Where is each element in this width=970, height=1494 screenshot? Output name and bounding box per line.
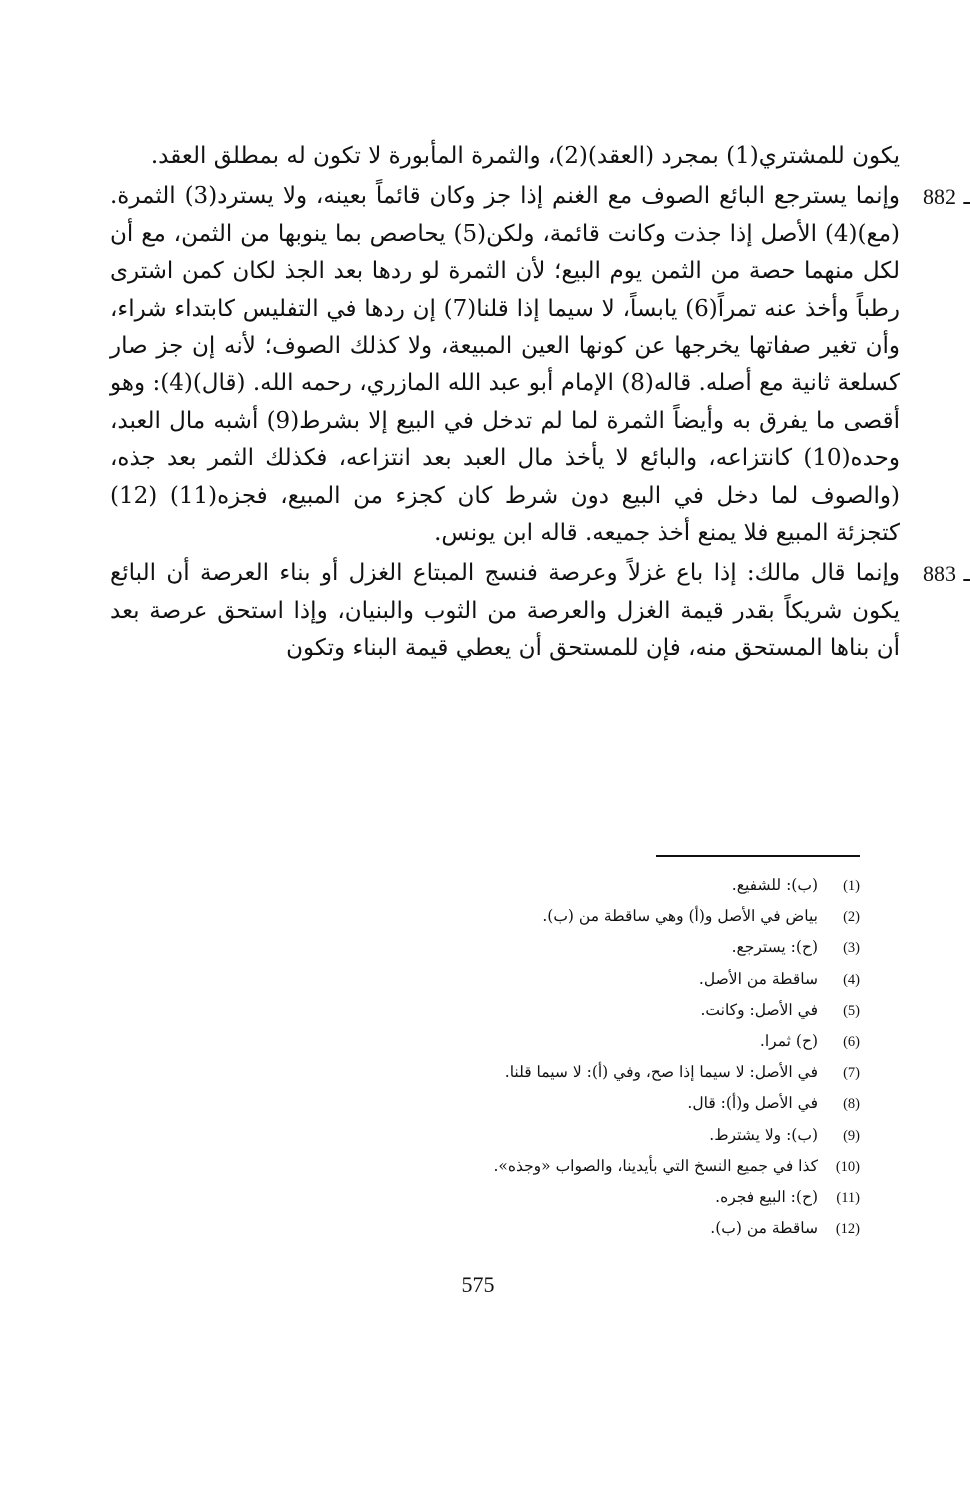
footnote-number: (8) bbox=[843, 1096, 860, 1113]
footnotes bbox=[200, 870, 860, 1244]
footnote bbox=[200, 1151, 860, 1182]
intro-paragraph: يكون للمشتري(1) بمجرد (العقد)(2)، والثمرة المأبورة لا تكون له بمطلق العقد. bbox=[150, 143, 900, 169]
paragraph-number: 883 ـ bbox=[923, 561, 970, 587]
footnote-number: (10) bbox=[835, 1158, 860, 1175]
footnote-text: (ح): يسترجع. bbox=[731, 938, 818, 957]
footnote-text: بياض في الأصل و(أ) وهي ساقطة من (ب). bbox=[542, 907, 818, 926]
footnote-number: (1) bbox=[843, 878, 860, 894]
footnote-number: (4) bbox=[843, 971, 860, 988]
footnote-number: (6) bbox=[843, 1034, 860, 1051]
footnote-number: (5) bbox=[843, 1002, 860, 1019]
footnote-text: كذا في جميع النسخ التي بأيدينا، والصواب «وجذه». bbox=[493, 1156, 818, 1175]
footnote bbox=[200, 1026, 860, 1057]
footnote-number: (2) bbox=[843, 909, 860, 926]
footnote-divider bbox=[656, 855, 860, 857]
paragraph-number: 882 ـ bbox=[923, 184, 970, 210]
footnote-text: (ح) ثمرا. bbox=[759, 1032, 818, 1051]
footnote-text: في الأصل: وكانت. bbox=[700, 1000, 818, 1019]
main-text bbox=[110, 138, 970, 671]
footnote bbox=[200, 1182, 860, 1213]
footnote bbox=[200, 901, 860, 932]
footnote bbox=[200, 995, 860, 1026]
footnote-number: (3) bbox=[843, 940, 860, 957]
footnote-number: (11) bbox=[836, 1190, 860, 1207]
paragraph-text: وإنما قال مالك: إذا باع غزلاً وعرصة فنسج المبتاع الغزل أو بناء العرصة أن البائع يكون شريكاً بقدر قيمة الغزل والعرصة من الثوب والبنيان، وإذا استحق عرصة بعد أن بناها المستحق منه، فإن للمستحق أن يعطي قيمة البناء وتكون bbox=[110, 560, 900, 662]
footnote bbox=[200, 1057, 860, 1088]
footnote bbox=[200, 870, 860, 901]
footnote-text: في الأصل: لا سيما إذا صح، وفي (أ): لا سيما قلنا. bbox=[504, 1063, 818, 1082]
footnote-number: (9) bbox=[843, 1127, 860, 1144]
footnote-number: (12) bbox=[835, 1221, 860, 1238]
footnote bbox=[200, 1213, 860, 1244]
paragraph-882 bbox=[110, 178, 970, 552]
footnote-number: (7) bbox=[843, 1065, 860, 1082]
footnote bbox=[200, 1120, 860, 1151]
paragraph-883 bbox=[110, 555, 970, 667]
footnote bbox=[200, 964, 860, 995]
footnote-text: ساقطة من الأصل. bbox=[698, 969, 818, 988]
footnote bbox=[200, 1088, 860, 1119]
footnote-text: (ب): للشفيع. bbox=[731, 876, 818, 894]
page-number: 575 bbox=[461, 1272, 495, 1297]
footnote-text: (ح): البيع فجره. bbox=[715, 1188, 818, 1207]
paragraph-text: وإنما يسترجع البائع الصوف مع الغنم إذا جز وكان قائماً بعينه، ولا يسترد(3) الثمرة. (مع)(4) الأصل إذا جذت وكانت قائمة، ولكن(5) يحاصص بما ينوبها من الثمن، مع أن لكل منهما حصة من الثمن يوم البيع؛ لأن الثمرة لو ردها بعد الجذ لكان كمن اشترى رطباً وأخذ عنه تمراً(6) يابساً، لا سيما إذا قلنا(7) إن ردها في التفليس كابتداء شراء، وأن تغير صفاتها يخرجها عن كونها العين المبيعة، ولا كذلك الصوف؛ لأنه إن جز صار كسلعة ثانية مع أصله. قاله(8) الإمام أبو عبد الله المازري، رحمه الله. (قال)(4): وهو أقصى ما يفرق به وأيضاً الثمرة لما لم تدخل في البيع إلا بشرط(9) أشبه مال العبد، وحده(10) كانتزاعه، والبائع لا يأخذ مال العبد بعد انتزاعه، فكذلك الثمر بعد جذه، (والصوف لما دخل في البيع دون شرط كان كجزء من المبيع، فجزه(11) (12) كتجزئة المبيع فلا يمنع أخذ جميعه. قاله ابن يونس. bbox=[110, 183, 901, 547]
footnote-text: ساقطة من (ب). bbox=[710, 1219, 818, 1238]
footnote-text: في الأصل و(أ): قال. bbox=[687, 1094, 818, 1113]
footnote bbox=[200, 932, 860, 963]
footnote-text: (ب): ولا يشترط. bbox=[709, 1125, 818, 1144]
